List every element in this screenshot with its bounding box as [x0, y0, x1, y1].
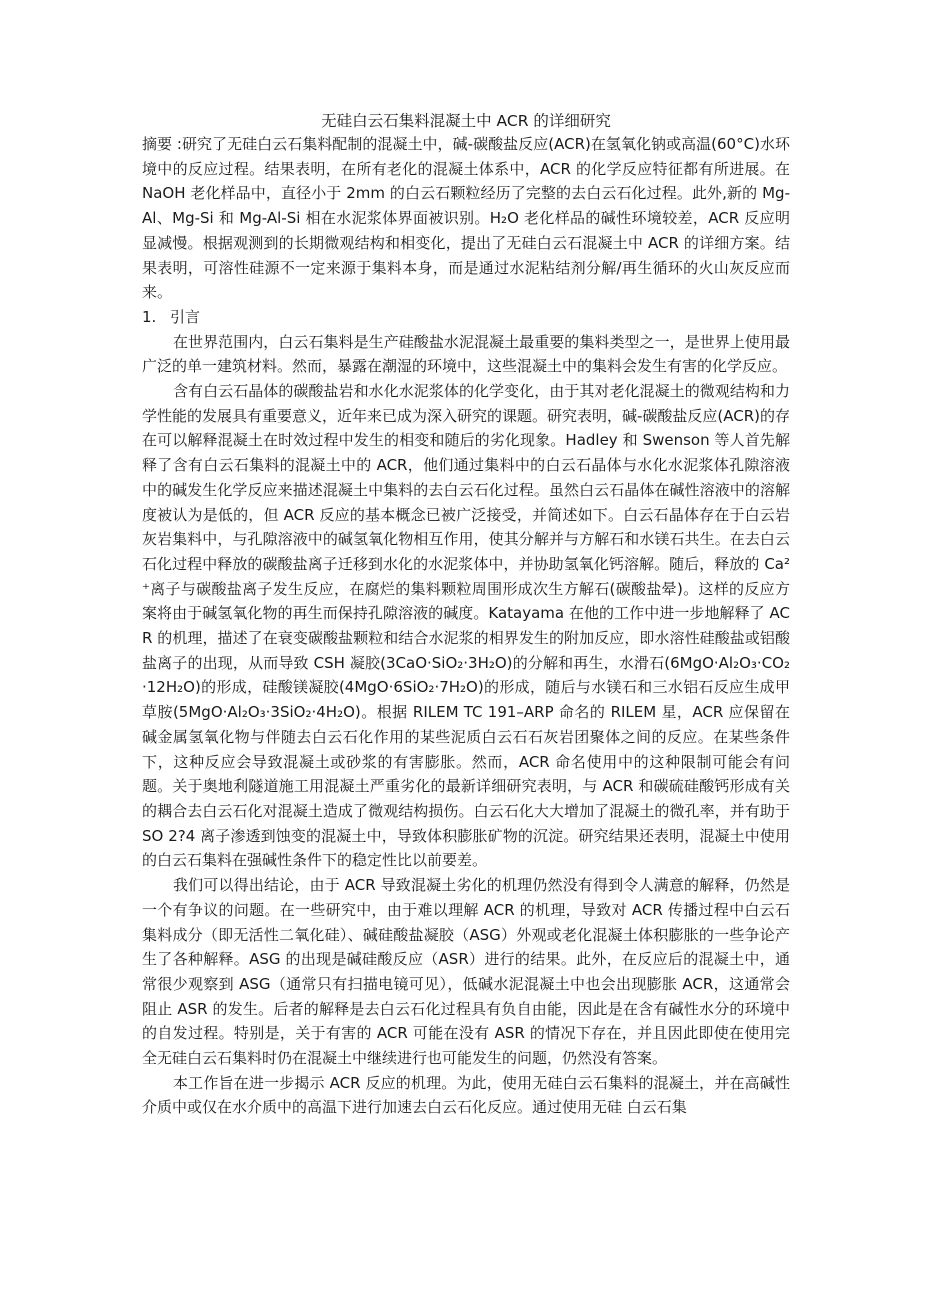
body-paragraph-1: 在世界范围内，白云石集料是生产硅酸盐水泥混凝土最重要的集料类型之一，是世界上使用最广泛的单一建筑材料。然而，暴露在潮湿的环境中，这些混凝土中的集料会发生有害的化学反应。 — [142, 332, 790, 376]
section-heading — [142, 305, 790, 330]
section-number: 1. — [142, 307, 157, 326]
body-paragraph-4: 本工作旨在进一步揭示 ACR 反应的机理。为此，使用无硅白云石集料的混凝土，并在高碱性介质中或仅在水介质中的高温下进行加速去白云石化反应。通过使用无硅 白云石集 — [142, 1073, 790, 1117]
section-title: 引言 — [170, 307, 201, 326]
body-paragraph-2: 含有白云石晶体的碳酸盐岩和水化水泥浆体的化学变化，由于其对老化混凝土的微观结构和力学性能的发展具有重要意义，近年来已成为深入研究的课题。研究表明，碱-碳酸盐反应(ACR)的存在可以解释混凝土在时效过程中发生的相变和随后的劣化现象。Hadley 和 Swenson 等人首先解释了含有白云石集料的混凝土中的 ACR，他们通过集料中的白云石晶体与水化水泥浆体孔隙溶液中的碱发生化学反应来描述混凝土中集料的去白云石化过程。虽然白云石晶体在碱性溶液中的溶解度被认为是低的，但 ACR 反应的基本概念已被广泛接受，并简述如下。白云石晶体存在于白云岩灰岩集料中，与孔隙溶液中的碱氢氧化物相互作用，使其分解并与方解石和水镁石共生。在去白云石化过程中释放的碳酸盐离子迁移到水化的水泥浆体中，并协助氢氧化钙溶解。随后，释放的 Ca²⁺离子与碳酸盐离子发生反应，在腐烂的集料颗粒周围形成次生方解石(碳酸盐晕)。这样的反应方案将由于碱氢氧化物的再生而保持孔隙溶液的碱度。Katayama 在他的工作中进一步地解释了 ACR 的机理，描述了在衰变碳酸盐颗粒和结合水泥浆的相界发生的附加反应，即水溶性硅酸盐或铝酸盐离子的出现，从而导致 CSH 凝胶(3CaO·SiO₂·3H₂O)的分解和再生，水滑石(6MgO·Al₂O₃·CO₂·12H₂O)的形成，硅酸镁凝胶(4MgO·6SiO₂·7H₂O)的形成，随后与水镁石和三水铝石反应生成甲草胺(5MgO·Al₂O₃·3SiO₂·4H₂O)。根据 RILEM TC 191–ARP 命名的 RILEM 星，ACR 应保留在碱金属氢氧化物与伴随去白云石化作用的某些泥质白云石石灰岩团聚体之间的反应。在某些条件下，这种反应会导致混凝土或砂浆的有害膨胀。然而，ACR 命名使用中的这种限制可能会有问题。关于奥地利隧道施工用混凝土严重劣化的最新详细研究表明，与 ACR 和碳硫硅酸钙形成有关的耦合去白云石化对混凝土造成了微观结构损伤。白云石化大大增加了混凝土的微孔率，并有助于 SO 2?4 离子渗透到蚀变的混凝土中，导致体积膨胀矿物的沉淀。研究结果还表明，混凝土中使用的白云石集料在强碱性条件下的稳定性比以前要差。 — [142, 382, 791, 870]
abstract-paragraph: 摘要 :研究了无硅白云石集料配制的混凝土中，碱-碳酸盐反应(ACR)在氢氧化钠或高温(60°C)水环境中的反应过程。结果表明，在所有老化的混凝土体系中，ACR 的化学反应特征都有所进展。在 NaOH 老化样品中，直径小于 2mm 的白云石颗粒经历了完整的去白云石化过程。此外,新的 Mg-Al、Mg-Si 和 Mg-Al-Si 相在水泥浆体界面被识别。H₂O 老化样品的碱性环境较差，ACR 反应明显减慢。根据观测到的长期微观结构和相变化，提出了无硅白云石混凝土中 ACR 的详细方案。结果表明，可溶性硅源不一定来源于集料本身，而是通过水泥粘结剂分解/再生循环的火山灰反应而来。 — [142, 135, 790, 302]
body-paragraph-3: 我们可以得出结论，由于 ACR 导致混凝土劣化的机理仍然没有得到令人满意的解释，仍然是一个有争议的问题。在一些研究中，由于难以理解 ACR 的机理，导致对 ACR 传播过程中白云石集料成分（即无活性二氧化硅）、碱硅酸盐凝胶（ASG）外观或老化混凝土体积膨胀的一些争论产生了各种解释。ASG 的出现是碱硅酸反应（ASR）进行的结果。此外，在反应后的混凝土中，通常很少观察到 ASG（通常只有扫描电镜可见），低碱水泥混凝土中也会出现膨胀 ACR，这通常会阻止 ASR 的发生。后者的解释是去白云石化过程具有负自由能，因此是在含有碱性水分的环境中的自发过程。特别是，关于有害的 ACR 可能在没有 ASR 的情况下存在，并且因此即使在使用完全无硅白云石集料时仍在混凝土中继续进行也可能发生的问题，仍然没有答案。 — [142, 876, 790, 1068]
document-page — [142, 110, 790, 1120]
document-title: 无硅白云石集料混凝土中 ACR 的详细研究 — [321, 112, 611, 130]
